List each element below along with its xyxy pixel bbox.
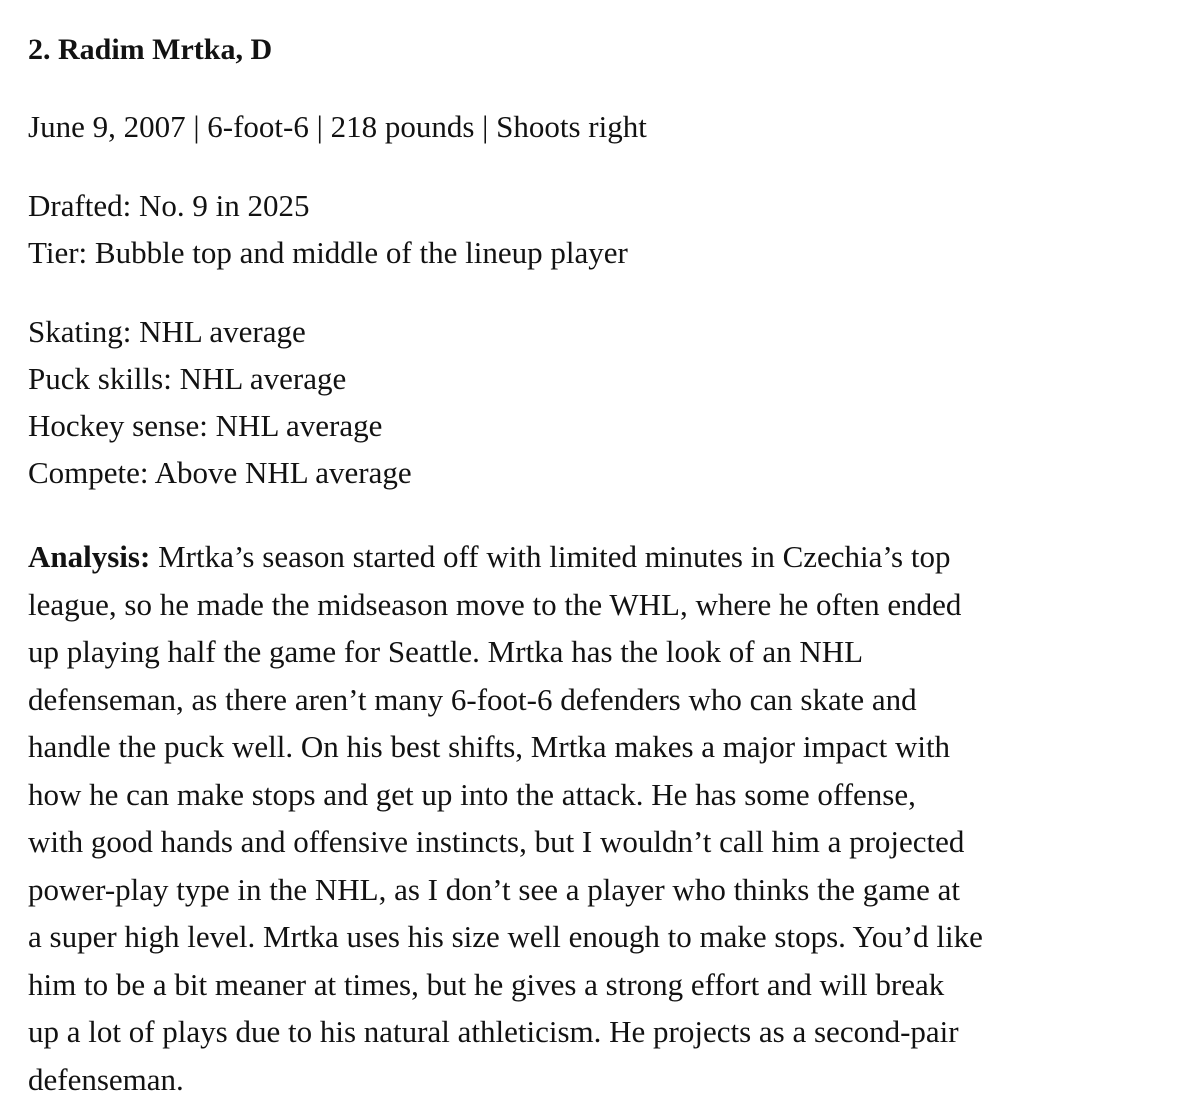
analysis-text: Mrtka’s season started off with limited minutes in Czechia’s top [150, 539, 951, 574]
analysis-paragraph [28, 533, 1118, 1103]
player-bio: June 9, 2007 | 6-foot-6 | 218 pounds | Shoots right [28, 109, 647, 144]
drafted-line: Drafted: No. 9 in 2025 [28, 188, 310, 223]
analysis-line: defenseman. [28, 1061, 184, 1097]
analysis-line: how he can make stops and get up into the attack. He has some offense, [28, 776, 916, 812]
hockey-sense-rating: Hockey sense: NHL average [28, 408, 383, 443]
analysis-line: with good hands and offensive instincts, but I wouldn’t call him a projected [28, 824, 965, 859]
analysis-line: up playing half the game for Seattle. Mrtka has the look of an NHL [28, 634, 864, 669]
skating-rating: Skating: NHL average [28, 314, 306, 349]
tier-line: Tier: Bubble top and middle of the lineup player [28, 235, 628, 270]
analysis-line: a super high level. Mrtka uses his size well enough to make stops. You’d like [28, 919, 983, 954]
analysis-line: him to be a bit meaner at times, but he gives a strong effort and will break [28, 966, 945, 1002]
player-heading: 2. Radim Mrtka, D [28, 33, 273, 66]
analysis-line: league, so he made the midseason move to the WHL, where he often ended [28, 586, 962, 622]
compete-rating: Compete: Above NHL average [28, 455, 412, 490]
analysis-line: up a lot of plays due to his natural athleticism. He projects as a second-pair [28, 1014, 959, 1049]
analysis-line: defenseman, as there aren’t many 6-foot-6 defenders who can skate and [28, 681, 917, 717]
analysis-line: power-play type in the NHL, as I don’t see a player who thinks the game at [28, 871, 960, 907]
puck-skills-rating: Puck skills: NHL average [28, 361, 347, 396]
analysis-line: handle the puck well. On his best shifts, Mrtka makes a major impact with [28, 729, 951, 764]
analysis-line [28, 533, 1118, 581]
analysis-label: Analysis: [28, 539, 151, 574]
